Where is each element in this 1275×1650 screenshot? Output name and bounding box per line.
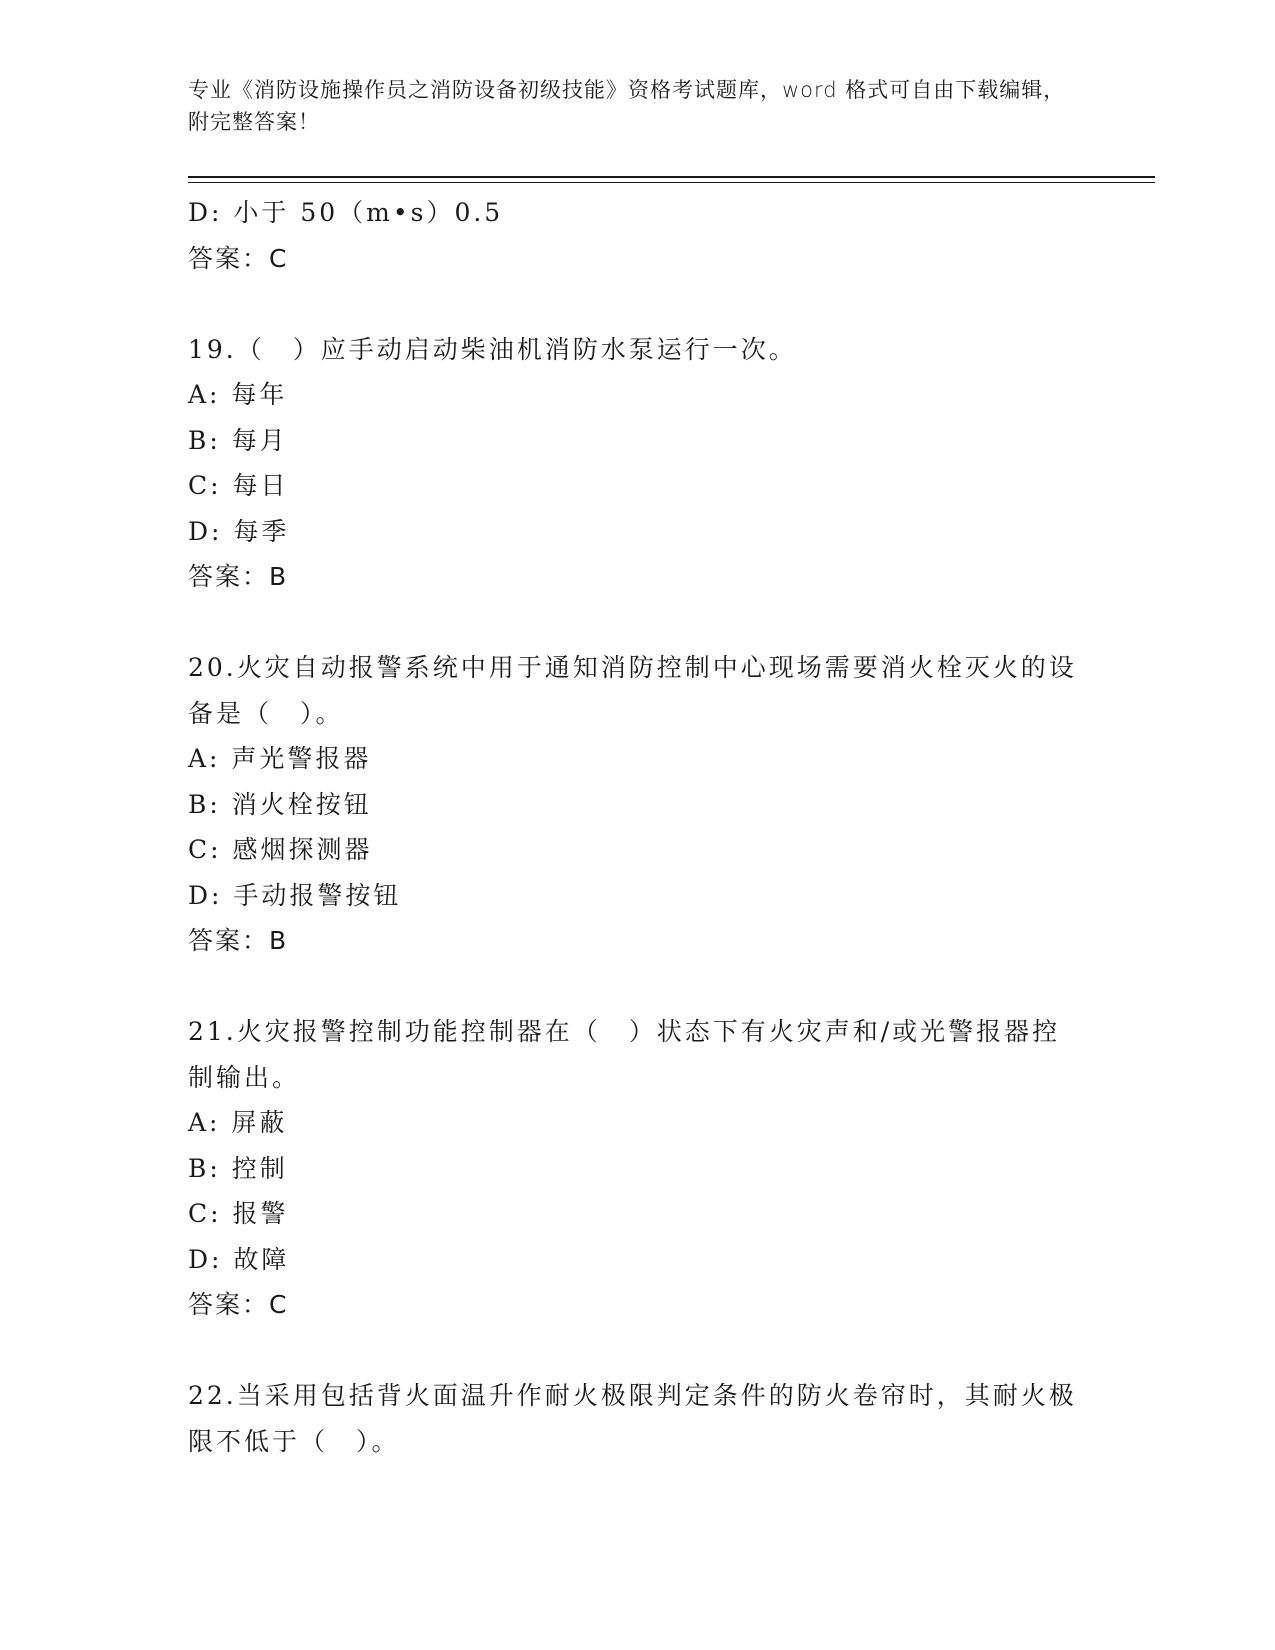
spacer (188, 600, 1078, 646)
question-text: 21.火灾报警控制功能控制器在（ ）状态下有火灾声和/或光警报器控制输出。 (188, 1017, 1061, 1092)
answer: 答案：B (188, 562, 289, 591)
question-text: 20.火灾自动报警系统中用于通知消防控制中心现场需要消火栓灭火的设备是（ ）。 (188, 653, 1077, 728)
header-rule-thin (188, 182, 1155, 183)
header-rule-thick (188, 176, 1155, 178)
question-list (188, 190, 1078, 1464)
question-text: 22.当采用包括背火面温升作耐火极限判定条件的防火卷帘时，其耐火极限不低于（ ）。 (188, 1381, 1077, 1456)
document-header: 专业《消防设施操作员之消防设备初级技能》资格考试题库，word 格式可自由下载编辑，附完整答案！ (188, 78, 1066, 134)
question-19 (188, 327, 1078, 600)
option-c: C: 每日 (188, 471, 289, 500)
question-text: 19.（ ）应手动启动柴油机消防水泵运行一次。 (188, 334, 797, 364)
option-b: B: 每月 (188, 425, 288, 455)
prev-answer: 答案：C (188, 243, 289, 273)
answer: 答案：C (188, 1290, 289, 1319)
option-d: D: 每季 (188, 516, 290, 546)
option-c: C: 感烟探测器 (188, 835, 373, 864)
option-c: C: 报警 (188, 1199, 289, 1228)
spacer (188, 281, 1078, 327)
spacer (188, 964, 1078, 1010)
option-a: A: 声光警报器 (188, 744, 372, 773)
option-a: A: 屏蔽 (188, 1108, 288, 1137)
answer: 答案：B (188, 926, 289, 955)
option-d: D: 手动报警按钮 (188, 880, 402, 910)
option-a: A: 每年 (188, 380, 288, 409)
spacer (188, 1328, 1078, 1374)
question-20 (188, 645, 1078, 964)
option-b: B: 消火栓按钮 (188, 789, 372, 819)
option-d: D: 故障 (188, 1244, 290, 1274)
prev-option-d: D: 小于 50（m•s）0.5 (188, 198, 504, 227)
question-21 (188, 1009, 1078, 1328)
question-22 (188, 1373, 1078, 1464)
option-b: B: 控制 (188, 1153, 288, 1183)
